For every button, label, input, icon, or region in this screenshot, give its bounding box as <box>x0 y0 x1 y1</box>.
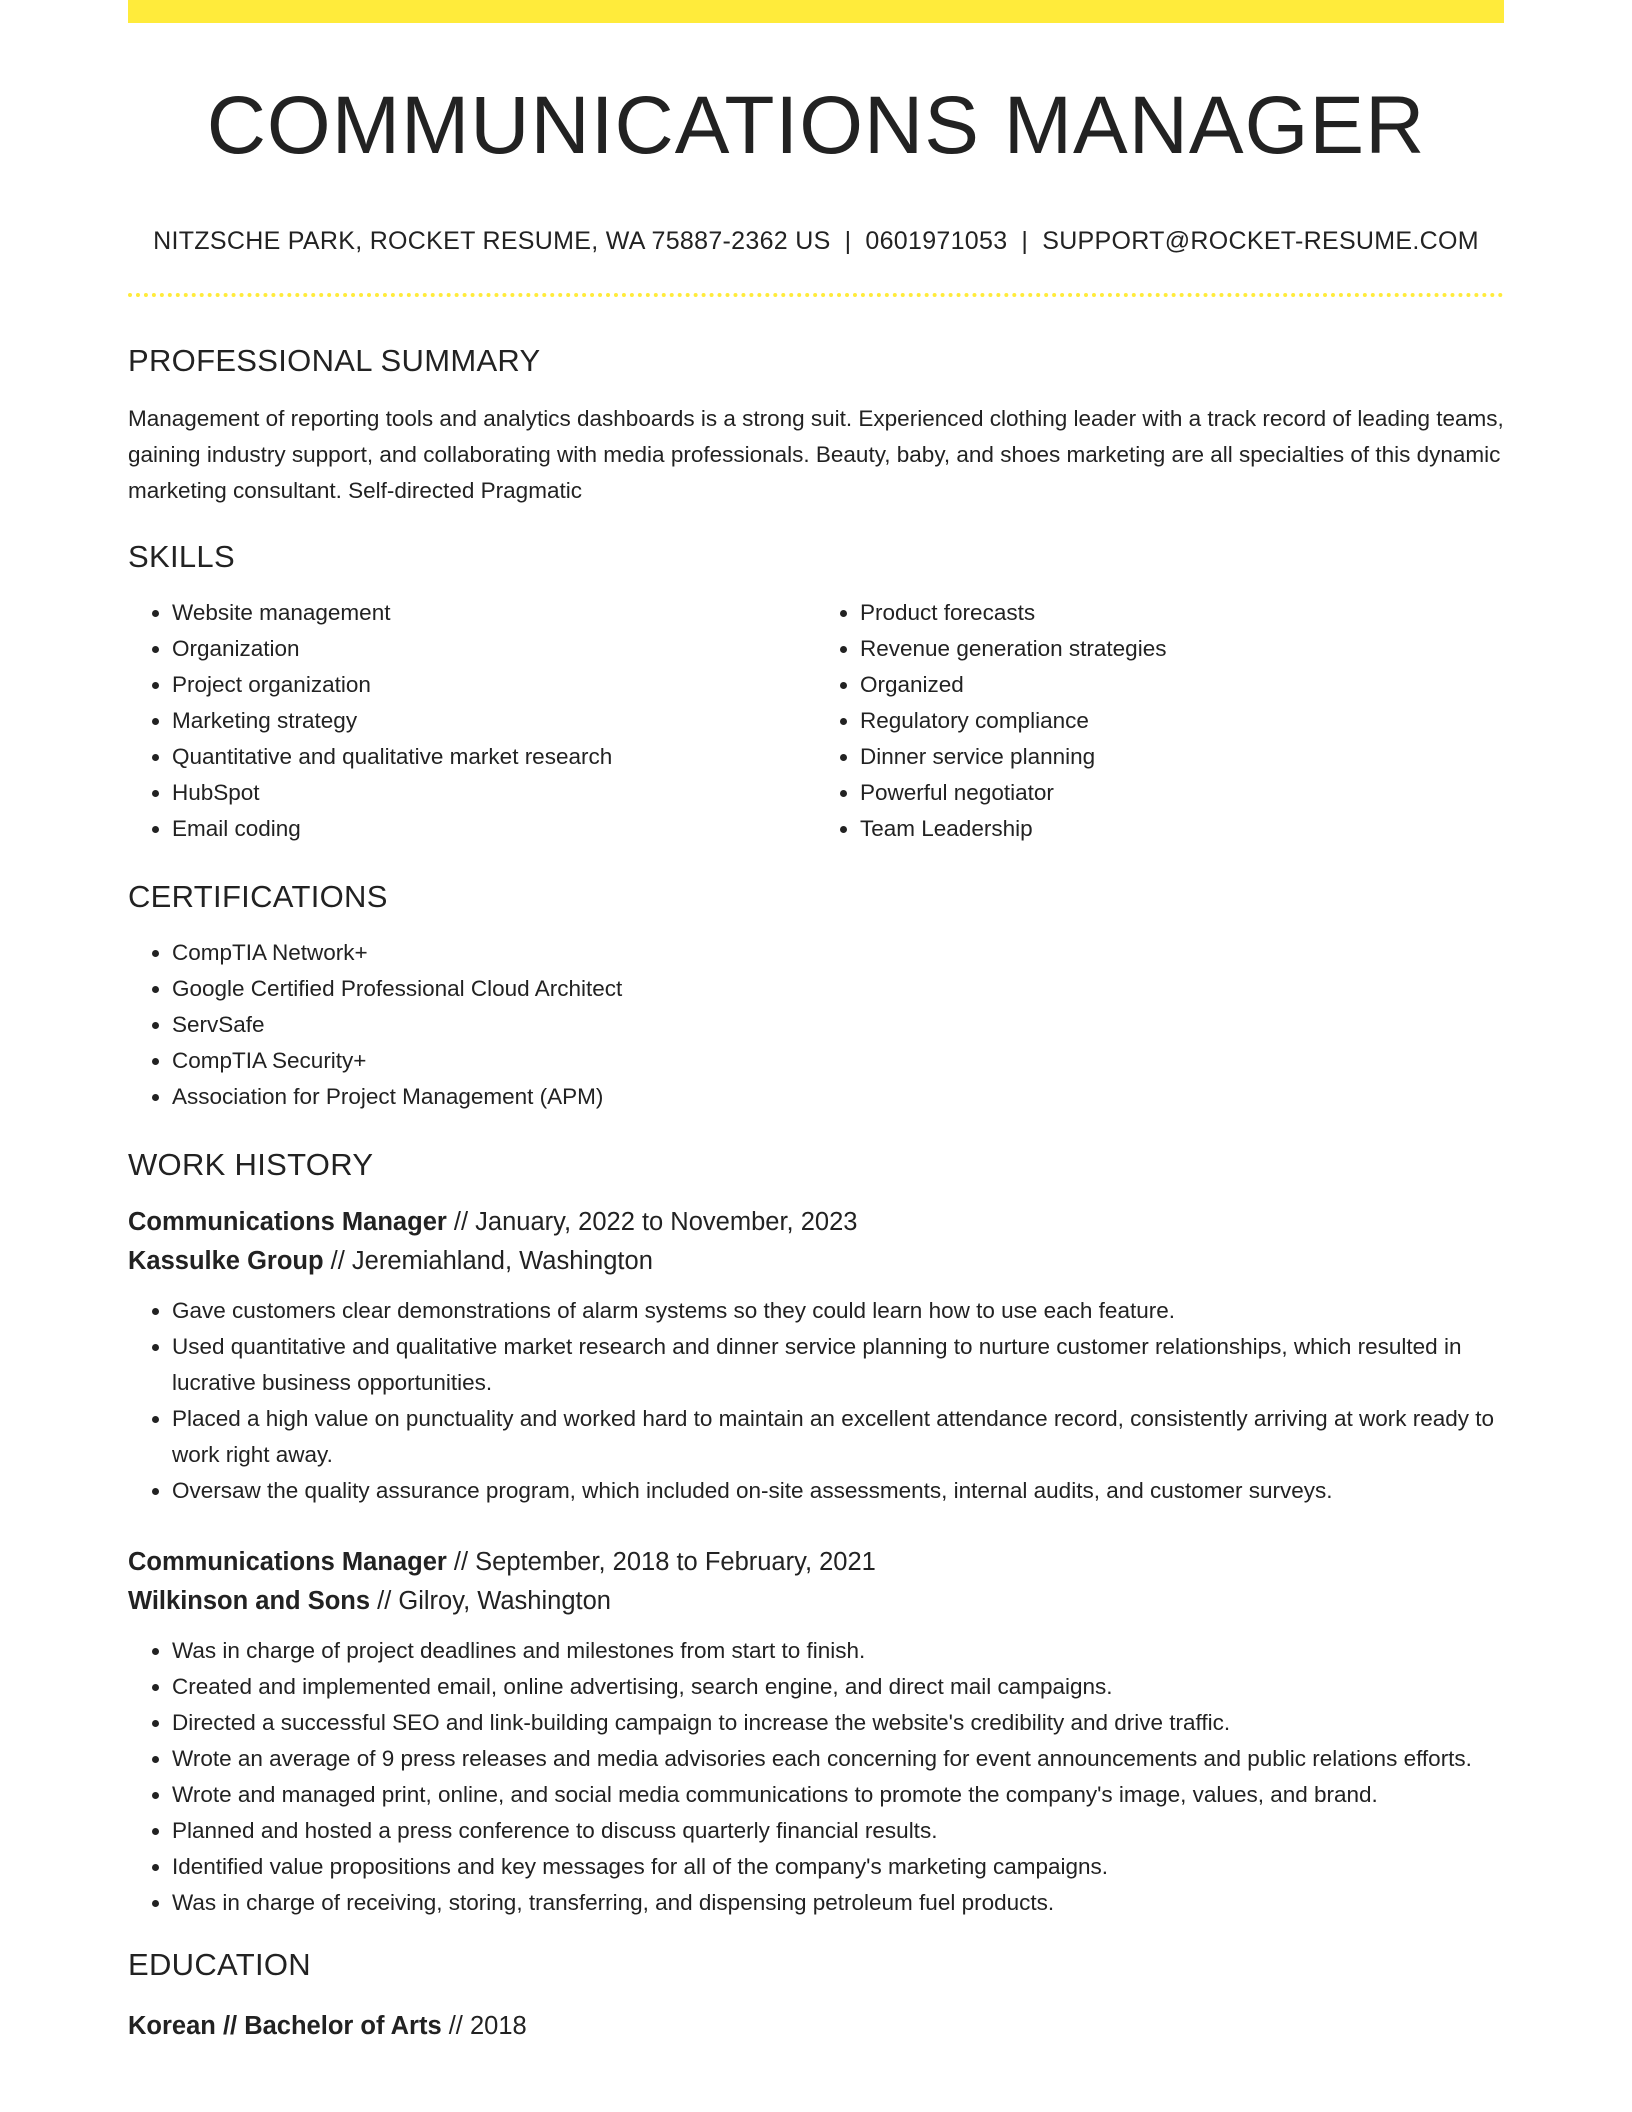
skills-heading: SKILLS <box>128 539 235 574</box>
certifications-heading: CERTIFICATIONS <box>128 879 388 914</box>
contact-separator: | <box>844 227 852 255</box>
job-bullet: • Identified value propositions and key messages for all of the company's marketing campaigns. <box>172 1849 1504 1885</box>
certification-item: • CompTIA Network+ <box>172 935 1504 971</box>
job-company-line <box>128 1242 1504 1281</box>
job-title-line <box>128 1203 1504 1242</box>
job-bullet: • Planned and hosted a press conference to discuss quarterly financial results. <box>172 1813 1504 1849</box>
certification-item: • ServSafe <box>172 1007 1504 1043</box>
job-title-line <box>128 1543 1504 1582</box>
contact-line <box>128 227 1504 256</box>
contact-separator: | <box>1021 227 1029 255</box>
job-company: Wilkinson and Sons <box>128 1587 371 1615</box>
job-bullet: • Directed a successful SEO and link-building campaign to increase the website's credibility and drive traffic. <box>172 1705 1504 1741</box>
job-role: Communications Manager <box>128 1208 447 1236</box>
job-bullet: • Wrote an average of 9 press releases and media advisories each concerning for event announcements and public relations efforts. <box>172 1741 1504 1777</box>
education-field: Korean // Bachelor of Arts <box>128 2012 442 2040</box>
skill-item: • Organization <box>172 631 816 667</box>
education-year: // 2018 <box>441 2012 527 2040</box>
skills-list-right <box>816 595 1504 847</box>
summary-text: Management of reporting tools and analytics dashboards is a strong suit. Experienced clothing leader with a track record of leading teams, gaining industry support, and collaborating with media professionals. Beauty, baby, and shoes marketing are all specialties of this dynamic marketing consultant. Self-directed Pragmatic <box>128 406 1504 503</box>
education-heading: EDUCATION <box>128 1947 311 1982</box>
accent-bar <box>128 0 1504 23</box>
job-bullet: • Oversaw the quality assurance program, which included on-site assessments, internal audits, and customer surveys. <box>172 1473 1504 1509</box>
contact-phone: 0601971053 <box>865 227 1008 255</box>
job-location: // Jeremiahland, Washington <box>323 1247 653 1275</box>
dotted-divider <box>128 293 1504 297</box>
job-bullet: • Created and implemented email, online advertising, search engine, and direct mail campaigns. <box>172 1669 1504 1705</box>
skill-item: • Project organization <box>172 667 816 703</box>
skill-item: • Revenue generation strategies <box>860 631 1504 667</box>
summary-heading: PROFESSIONAL SUMMARY <box>128 343 541 378</box>
resume-name: COMMUNICATIONS MANAGER <box>206 80 1426 171</box>
job-bullet: • Wrote and managed print, online, and social media communications to promote the company's image, values, and brand. <box>172 1777 1504 1813</box>
certifications-list <box>128 935 1504 1115</box>
work-history-heading: WORK HISTORY <box>128 1147 374 1182</box>
job-company-line <box>128 1582 1504 1621</box>
skill-item: • Regulatory compliance <box>860 703 1504 739</box>
contact-address: NITZSCHE PARK, ROCKET RESUME, WA 75887-2362 US <box>153 227 831 255</box>
skill-item: • Dinner service planning <box>860 739 1504 775</box>
certification-item: • Association for Project Management (APM) <box>172 1079 1504 1115</box>
job-bullet: • Was in charge of receiving, storing, transferring, and dispensing petroleum fuel products. <box>172 1885 1504 1921</box>
resume-page <box>128 0 1504 2046</box>
skill-item: • HubSpot <box>172 775 816 811</box>
contact-email: SUPPORT@ROCKET-RESUME.COM <box>1042 227 1479 255</box>
skills-list-left <box>128 595 816 847</box>
job-bullet: • Was in charge of project deadlines and milestones from start to finish. <box>172 1633 1504 1669</box>
skill-item: • Marketing strategy <box>172 703 816 739</box>
education-entry <box>128 2007 1504 2046</box>
certification-item: • CompTIA Security+ <box>172 1043 1504 1079</box>
skill-item: • Product forecasts <box>860 595 1504 631</box>
skill-item: • Team Leadership <box>860 811 1504 847</box>
job-location: // Gilroy, Washington <box>370 1587 611 1615</box>
skill-item: • Powerful negotiator <box>860 775 1504 811</box>
skill-item: • Email coding <box>172 811 816 847</box>
job-company: Kassulke Group <box>128 1247 324 1275</box>
skill-item: • Quantitative and qualitative market research <box>172 739 816 775</box>
job-bullet: • Used quantitative and qualitative market research and dinner service planning to nurture customer relationships, which resulted in lucrative business opportunities. <box>172 1329 1504 1401</box>
job-bullet: • Gave customers clear demonstrations of alarm systems so they could learn how to use each feature. <box>172 1293 1504 1329</box>
skill-item: • Organized <box>860 667 1504 703</box>
job-role: Communications Manager <box>128 1548 447 1576</box>
skill-item: • Website management <box>172 595 816 631</box>
job-bullets <box>128 1293 1504 1509</box>
job-bullets <box>128 1633 1504 1921</box>
job-dates: // January, 2022 to November, 2023 <box>446 1208 858 1236</box>
job-dates: // September, 2018 to February, 2021 <box>446 1548 876 1576</box>
job-bullet: • Placed a high value on punctuality and worked hard to maintain an excellent attendance record, consistently arriving at work ready to work right away. <box>172 1401 1504 1473</box>
skills-columns <box>128 595 1504 847</box>
certification-item: • Google Certified Professional Cloud Architect <box>172 971 1504 1007</box>
